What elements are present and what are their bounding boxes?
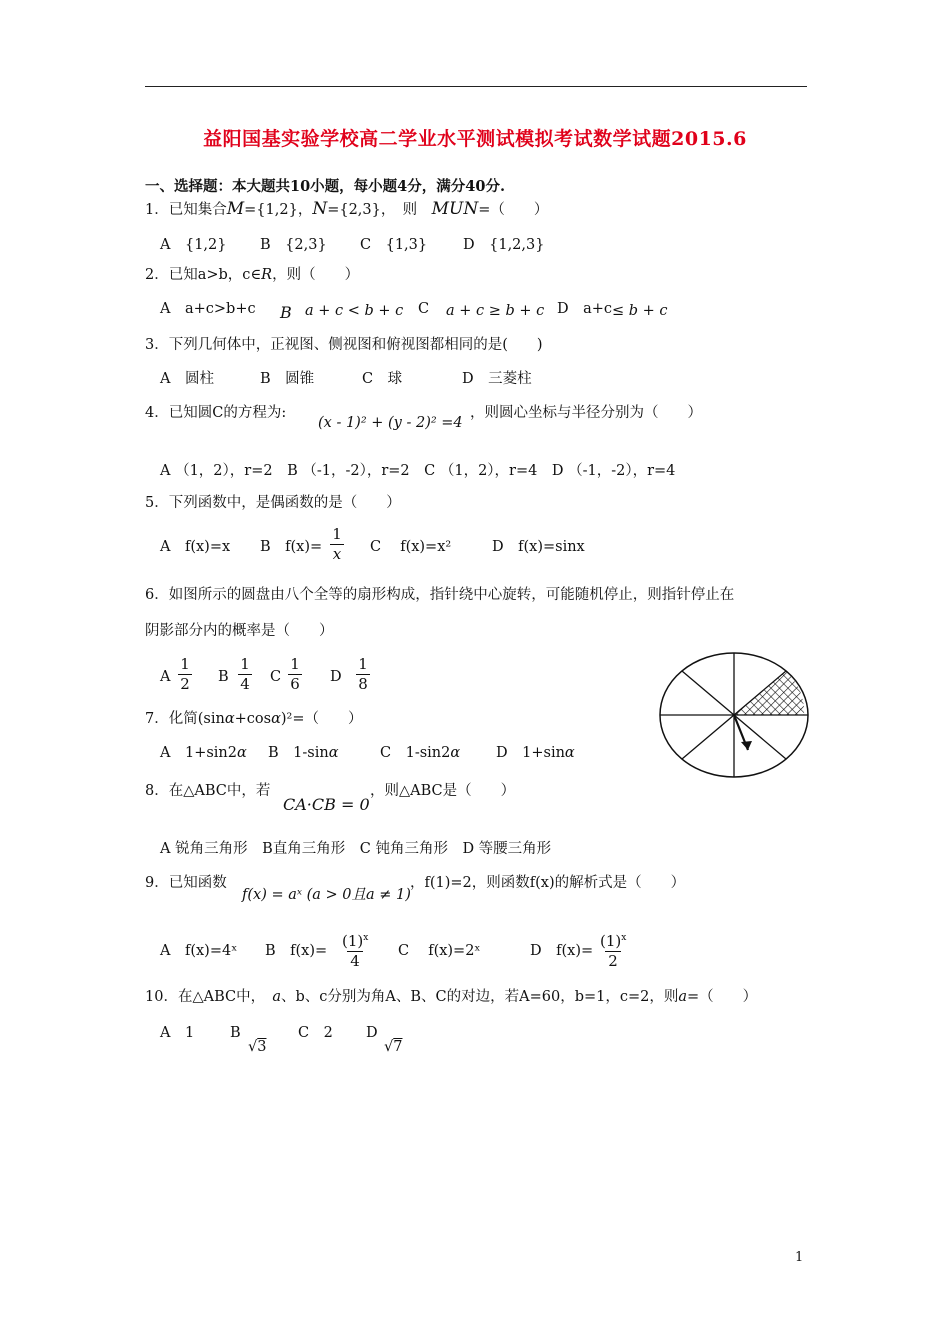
q9-option-c: C f(x)=2ˣ (398, 943, 481, 959)
q1-option-b: B {2,3} (260, 237, 327, 253)
q3-option-c: C 球 (362, 371, 403, 387)
q5-option-d: D f(x)=sinx (492, 539, 585, 555)
q10-option-a: A 1 (160, 1025, 195, 1041)
q10-option-d-label: D (366, 1025, 378, 1041)
q4-stem: 4．已知圆C的方程为: (145, 405, 287, 421)
q9-option-b: B f(x)= (265, 943, 328, 959)
q7-option-b: B 1-sinα (268, 745, 339, 761)
q7-stem: 7．化简(sinα+cosα)²=（ ） (145, 711, 363, 727)
q7-option-d: D 1+sinα (496, 745, 575, 761)
q6-option-c-label: C (270, 669, 282, 685)
q6-option-c-fraction: 1 6 (288, 656, 302, 693)
q7-option-c: C 1-sin2α (380, 745, 461, 761)
q10-option-d-root: √7 (384, 1039, 403, 1055)
page-title: 益阳国基实验学校高二学业水平测试模拟考试数学试题2015.6 (203, 128, 747, 150)
q2-option-c: a + c ≥ b + c (446, 303, 545, 319)
q7-option-a: A 1+sin2α (160, 745, 247, 761)
q8-expression: CA·CB = 0 (283, 795, 370, 814)
q5-option-a: A f(x)=x (160, 539, 231, 555)
q4-options: A （1，2），r=2 B （-1，-2），r=2 C （1，2），r=4 D （-1，-2），r=4 (160, 463, 676, 479)
q2-option-b-label: B (280, 303, 292, 322)
q3-option-a: A 圆柱 (160, 371, 214, 387)
q3-stem: 3．下列几何体中，正视图、侧视图和俯视图都相同的是( ) (145, 337, 543, 353)
q1-option-d: D {1,2,3} (463, 237, 545, 253)
spinner-disc-figure (656, 650, 816, 780)
q9-stem: 9．已知函数 (145, 875, 227, 891)
q6-line1: 6．如图所示的圆盘由八个全等的扇形构成，指针绕中心旋转，可能随机停止，则指针停止在 (145, 587, 735, 603)
q5-option-c: C f(x)=x² (370, 539, 452, 555)
q2-option-d: ≤ b + c (612, 303, 668, 319)
q5-stem: 5．下列函数中，是偶函数的是（ ） (145, 495, 401, 511)
q6-option-d-fraction: 1 8 (356, 656, 370, 693)
q4-tail: ，则圆心坐标与半径分别为（ ） (470, 405, 702, 421)
q8-stem: 8．在△ABC中，若 (145, 783, 271, 799)
q9-expression: f(x) = aˣ (a > 0且a ≠ 1) (242, 887, 411, 903)
q10-stem: 10．在△ABC中， a、b、c分别为角A、B、C的对边，若A=60，b=1，c=2，则a=（ ） (145, 989, 758, 1005)
section-heading: 一、选择题：本大题共10小题，每小题4分，满分40分. (145, 178, 505, 195)
q8-options: A 锐角三角形 B直角三角形 C 钝角三角形 D 等腰三角形 (160, 841, 552, 857)
q8-tail: ，则△ABC是（ ） (370, 783, 516, 799)
q6-line2: 阴影部分内的概率是（ ） (145, 623, 334, 639)
q2-option-a: A a+c>b+c (160, 301, 256, 317)
q10-option-b-label: B (230, 1025, 241, 1041)
q1-option-c: C {1,3} (360, 237, 428, 253)
q6-option-a-label: A (160, 669, 171, 685)
q6-option-b-label: B (218, 669, 229, 685)
header-rule (145, 86, 807, 87)
q3-option-b: B 圆锥 (260, 371, 315, 387)
q9-option-d: D f(x)= (530, 943, 594, 959)
q9-option-a: A f(x)=4ˣ (160, 943, 238, 959)
q9-option-b-fraction: $(1)^x$ 4 (342, 932, 369, 970)
q6-option-a-fraction: 1 2 (178, 656, 192, 693)
q1-option-a: A {1,2} (160, 237, 227, 253)
q4-equation: (x - 1)² + (y - 2)² =4 (318, 415, 463, 431)
q2-option-b: a + c < b + c (305, 303, 404, 319)
q6-option-b-fraction: 1 4 (238, 656, 252, 693)
q2-stem: 2．已知a>b，c∈R，则（ ） (145, 267, 360, 283)
q9-tail: ，f(1)=2，则函数f(x)的解析式是（ ） (410, 875, 686, 891)
q1-stem: 1．已知集合M={1,2}，N={2,3}， 则 MUN=（ ） (145, 199, 549, 219)
q10-option-c: C 2 (298, 1025, 333, 1041)
q10-option-b-root: √3 (248, 1039, 267, 1055)
q3-option-d: D 三菱柱 (462, 371, 532, 387)
q6-option-d-label: D (330, 669, 342, 685)
page-number: 1 (795, 1250, 804, 1265)
q5-option-b-fraction: 1 x (330, 526, 344, 563)
q2-option-c-label: C (418, 301, 430, 317)
q9-option-d-fraction: $(1)^x$ 2 (600, 932, 627, 970)
q2-option-d-label: D a+c (557, 301, 613, 317)
q5-option-b: B f(x)= (260, 539, 323, 555)
